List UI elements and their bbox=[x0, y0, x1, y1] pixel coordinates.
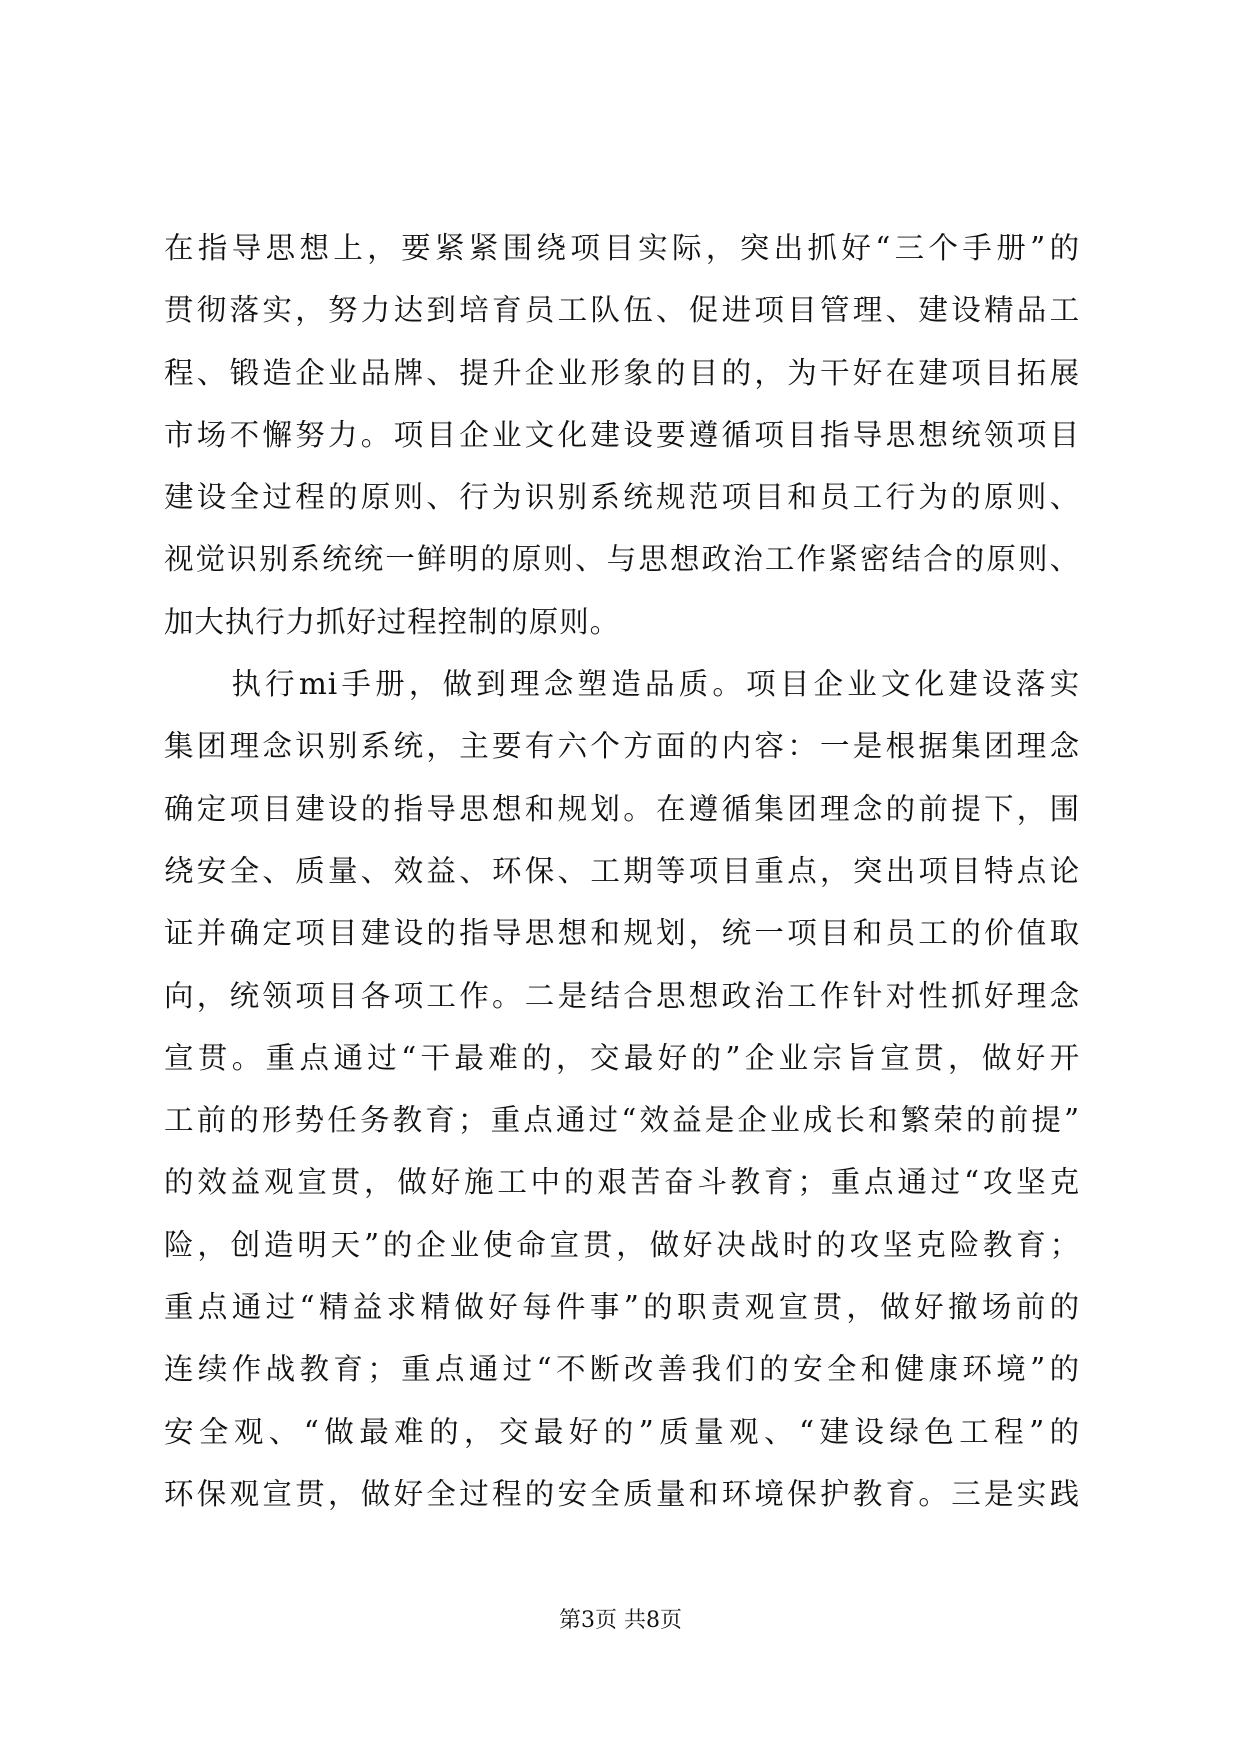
text-line: 安全观、“做最难的，交最好的”质量观、“建设绿色工程”的 bbox=[164, 1414, 1080, 1449]
text-line: 确定项目建设的指导思想和规划。在遵循集团理念的前提下，围 bbox=[164, 791, 1080, 826]
text-line: 视觉识别系统统一鲜明的原则、与思想政治工作紧密结合的原则、 bbox=[164, 542, 1080, 577]
text-line: 市场不懈努力。项目企业文化建设要遵循项目指导思想统领项目 bbox=[164, 417, 1080, 452]
text-line: 执行mi手册，做到理念塑造品质。项目企业文化建设落实 bbox=[164, 667, 1080, 702]
paragraph-mi-manual bbox=[164, 668, 1080, 1540]
text-line: 加大执行力抓好过程控制的原则。 bbox=[164, 604, 621, 639]
text-line: 工前的形势任务教育；重点通过“效益是企业成长和繁荣的前提” bbox=[164, 1103, 1080, 1138]
page-number-footer: 第3页 共8页 bbox=[559, 1608, 682, 1633]
document-body bbox=[164, 232, 1080, 1540]
text-line: 建设全过程的原则、行为识别系统规范项目和员工行为的原则、 bbox=[164, 480, 1080, 515]
text-line: 的效益观宣贯，做好施工中的艰苦奋斗教育；重点通过“攻坚克 bbox=[164, 1165, 1080, 1200]
paragraph-guiding-ideology bbox=[164, 232, 1080, 668]
text-line: 在指导思想上，要紧紧围绕项目实际，突出抓好“三个手册”的 bbox=[164, 231, 1080, 265]
text-line: 连续作战教育；重点通过“不断改善我们的安全和健康环境”的 bbox=[164, 1352, 1080, 1387]
text-line: 贯彻落实，努力达到培育员工队伍、促进项目管理、建设精品工 bbox=[164, 293, 1080, 328]
text-line: 险，创造明天”的企业使命宣贯，做好决战时的攻坚克险教育； bbox=[164, 1227, 1080, 1262]
text-line: 绕安全、质量、效益、环保、工期等项目重点，突出项目特点论 bbox=[164, 853, 1080, 888]
text-line: 宣贯。重点通过“干最难的，交最好的”企业宗旨宣贯，做好开 bbox=[164, 1040, 1080, 1075]
text-line: 程、锻造企业品牌、提升企业形象的目的，为干好在建项目拓展 bbox=[164, 355, 1080, 390]
text-line: 环保观宣贯，做好全过程的安全质量和环境保护教育。三是实践 bbox=[164, 1476, 1080, 1511]
text-line: 集团理念识别系统，主要有六个方面的内容：一是根据集团理念 bbox=[164, 729, 1080, 764]
text-line: 重点通过“精益求精做好每件事”的职责观宣贯，做好撤场前的 bbox=[164, 1290, 1080, 1325]
text-line: 证并确定项目建设的指导思想和规划，统一项目和员工的价值取 bbox=[164, 916, 1080, 951]
text-line: 向，统领项目各项工作。二是结合思想政治工作针对性抓好理念 bbox=[164, 978, 1080, 1013]
